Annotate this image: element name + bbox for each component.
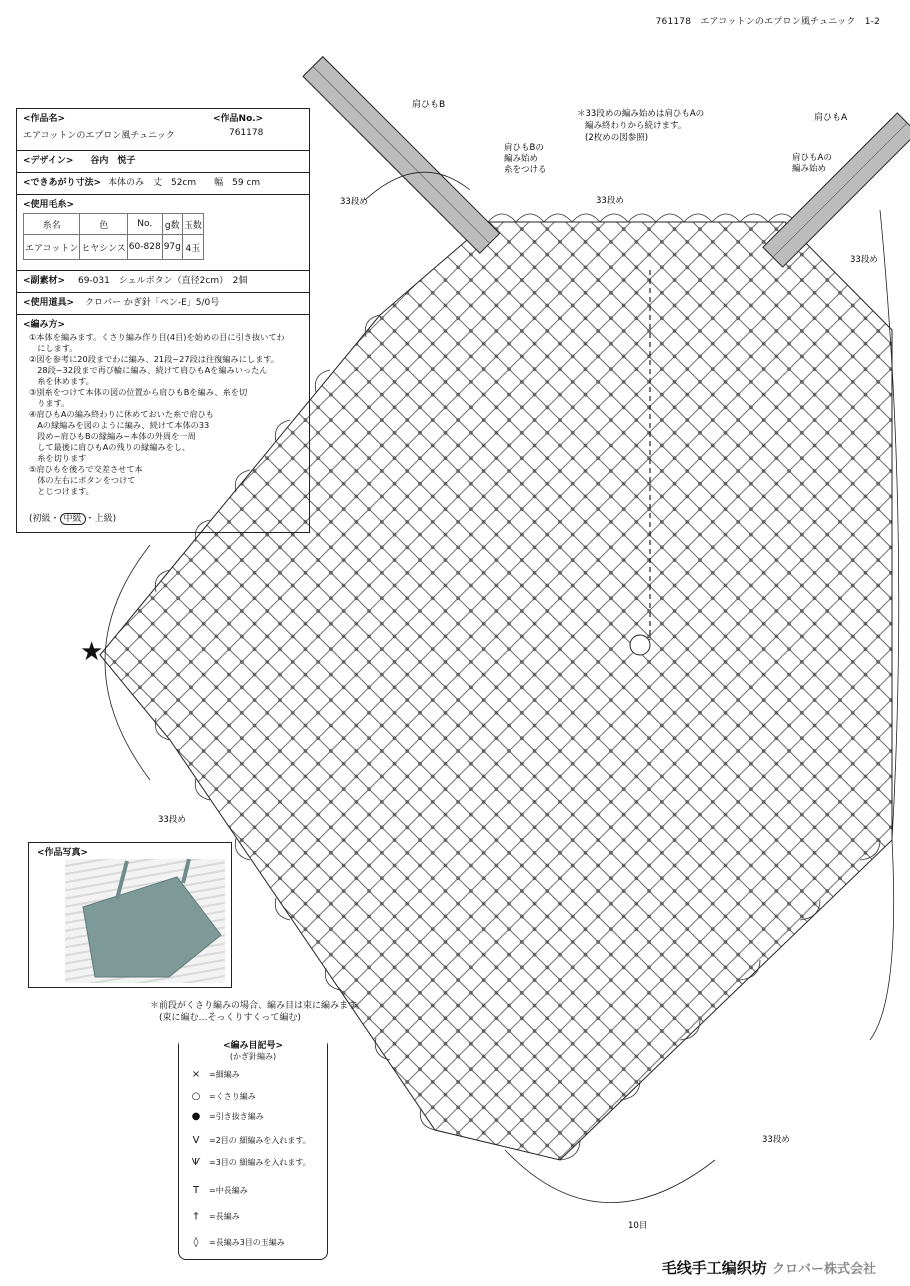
step-line: 段め~肩ひもBの縁編み~本体の外周を一周 [29, 431, 196, 441]
design-label: <デザイン> [23, 156, 74, 166]
legend-item: Ѱ =3目の 細編みを入れます。 [189, 1157, 311, 1168]
step-line: して最後に肩ひもAの残りの縁編みをし、 [29, 442, 191, 452]
bobble-icon: ◊ [193, 1237, 199, 1248]
yarn-header: 糸名 [24, 214, 80, 235]
legend-item: × =細編み [189, 1069, 240, 1080]
row33-right: 33段め [850, 255, 878, 265]
legend-item: Ⅴ =2目の 細編みを入れます。 [189, 1135, 311, 1146]
yarn-cell: 4玉 [182, 235, 203, 260]
yarn-label: <使用毛糸> [23, 200, 75, 210]
tool-row [17, 293, 309, 315]
designer: 谷内 悦子 [90, 156, 136, 166]
step-line: ④肩ひもAの編み終わりに休めておいた糸で肩ひも [29, 409, 214, 419]
legend-title: <編み目記号> [179, 1038, 327, 1051]
yarn-header: 色 [80, 214, 127, 235]
step-line: ①本体を編みます。くさり編み作り目(4目)を始めの目に引き抜いてわ [29, 332, 285, 342]
legend-item: ○ =くさり編み [189, 1091, 256, 1102]
work-no: 761178 [229, 128, 264, 138]
center-ring [630, 635, 650, 655]
watermark [662, 1257, 876, 1278]
stitch-count-label: 10目 [628, 1221, 648, 1231]
strap-a-label: 肩ひもA [814, 113, 848, 123]
page-header: 761178 エアコットンのエプロン風チュニック 1-2 [655, 17, 880, 27]
yarn-cell: エアコットン [24, 235, 80, 260]
legend-item: T =中長編み [189, 1185, 248, 1196]
difficulty-level: (初級・ 中級 ・上級) [29, 514, 117, 524]
yarn-table [23, 213, 204, 260]
strap-b-start-label: 肩ひもBの編み始め糸をつける [504, 143, 547, 175]
inc2-icon: Ⅴ [192, 1135, 200, 1146]
product-photo [65, 859, 225, 983]
half-double-icon: T [192, 1185, 200, 1196]
yarn-cell: ヒヤシンス [80, 235, 127, 260]
level-advanced: 上級) [94, 514, 117, 524]
watermark-main: 毛线手工编织坊 [661, 1259, 767, 1277]
method-steps [29, 332, 303, 497]
sub-value: 69-031 シェルボタン（直径2cm） 2個 [77, 276, 248, 286]
tool-label: <使用道具> [23, 298, 75, 308]
sub-label: <副素材> [23, 276, 66, 286]
step-line: ⑤肩ひもを後ろで交差させて本 [29, 464, 143, 474]
legend-subtitle: (かぎ針編み) [229, 1052, 277, 1061]
row33-left: 33段め [158, 815, 186, 825]
work-no-label: <作品No.> [213, 114, 264, 124]
strap-a-start-label: 肩ひもAの編み始め [792, 153, 832, 174]
step-line: にします。 [29, 343, 78, 353]
star-marker: ★ [80, 637, 104, 667]
legend-item: † =長編み [189, 1211, 240, 1222]
size-value: 本体のみ 丈 52cm 幅 59 cm [107, 178, 261, 188]
sub-material-row [17, 271, 309, 293]
strap-a [763, 113, 910, 267]
bottom-arc [505, 1150, 715, 1203]
yarn-header: g数 [162, 214, 182, 235]
step-line: 体の左右にボタンをつけて [29, 475, 136, 485]
yarn-row [17, 195, 309, 271]
step-line: 糸を休めます。 [29, 376, 94, 386]
top-note: ＊33段めの編み始めは肩ひもAの編み終わりから続けます。(2枚めの図参照) [577, 109, 705, 143]
step-line: ります。 [29, 398, 70, 408]
strap-b [303, 57, 500, 254]
step-line: ③別糸をつけて本体の図の位置から肩ひもBを編み、糸を切 [29, 387, 248, 397]
double-crochet-icon: † [193, 1211, 199, 1222]
legend-item: ◊ =長編み3目の玉編み [189, 1237, 285, 1248]
slip-stitch-icon: ● [191, 1111, 201, 1122]
row33-top: 33段め [596, 196, 624, 206]
step-line: ②図を参考に20段までわに編み、21段~27段は往復編みにします。 [29, 354, 279, 364]
row33-bottom: 33段め [762, 1135, 790, 1145]
level-intermediate: 中級 [60, 513, 86, 525]
chain-icon: ○ [191, 1091, 201, 1102]
step-line: 糸を切ります [29, 453, 87, 463]
method-row [17, 315, 309, 534]
size-label: <できあがり寸法> [23, 178, 102, 188]
work-name-row [17, 109, 309, 151]
step-line: とじつけます。 [29, 486, 94, 496]
row33-left-top: 33段め [340, 197, 368, 207]
watermark-sub: クロバー株式会社 [771, 1262, 876, 1277]
work-name: エアコットンのエプロン風チュニック [23, 131, 175, 141]
photo-label: <作品写真> [37, 848, 89, 858]
note-line: ＊前段がくさり編みの場合、編み目は束に編みます。 [150, 1001, 366, 1011]
strap-b-label: 肩ひもB [412, 100, 446, 110]
method-label: <編み方> [23, 320, 66, 330]
yarn-cell: 60-828 [127, 235, 162, 260]
work-name-label: <作品名> [23, 114, 66, 124]
info-table [16, 108, 310, 533]
design-row [17, 151, 309, 173]
level-beginner: (初級 [29, 514, 51, 524]
photo-frame [28, 842, 232, 988]
yarn-header: No. [127, 214, 162, 235]
note-text [150, 1000, 365, 1024]
yarn-header: 玉数 [182, 214, 203, 235]
step-line: Aの縁編みを図のように編み、続けて本体の33 [29, 420, 210, 430]
yarn-cell: 97g [162, 235, 182, 260]
tunic-image [65, 859, 225, 983]
note-line: (束に編む…そっくりすくって編む) [150, 1013, 301, 1023]
symbol-legend [178, 1038, 328, 1260]
size-row [17, 173, 309, 195]
tool-value: クロバー かぎ針「ペン-E」5/0号 [84, 298, 220, 308]
legend-item: ● =引き抜き編み [189, 1111, 264, 1122]
single-crochet-icon: × [191, 1069, 201, 1080]
inc3-icon: Ѱ [191, 1157, 201, 1168]
step-line: 28段~32段まで再び輪に編み、続けて肩ひもAを編みいったん [29, 365, 268, 375]
